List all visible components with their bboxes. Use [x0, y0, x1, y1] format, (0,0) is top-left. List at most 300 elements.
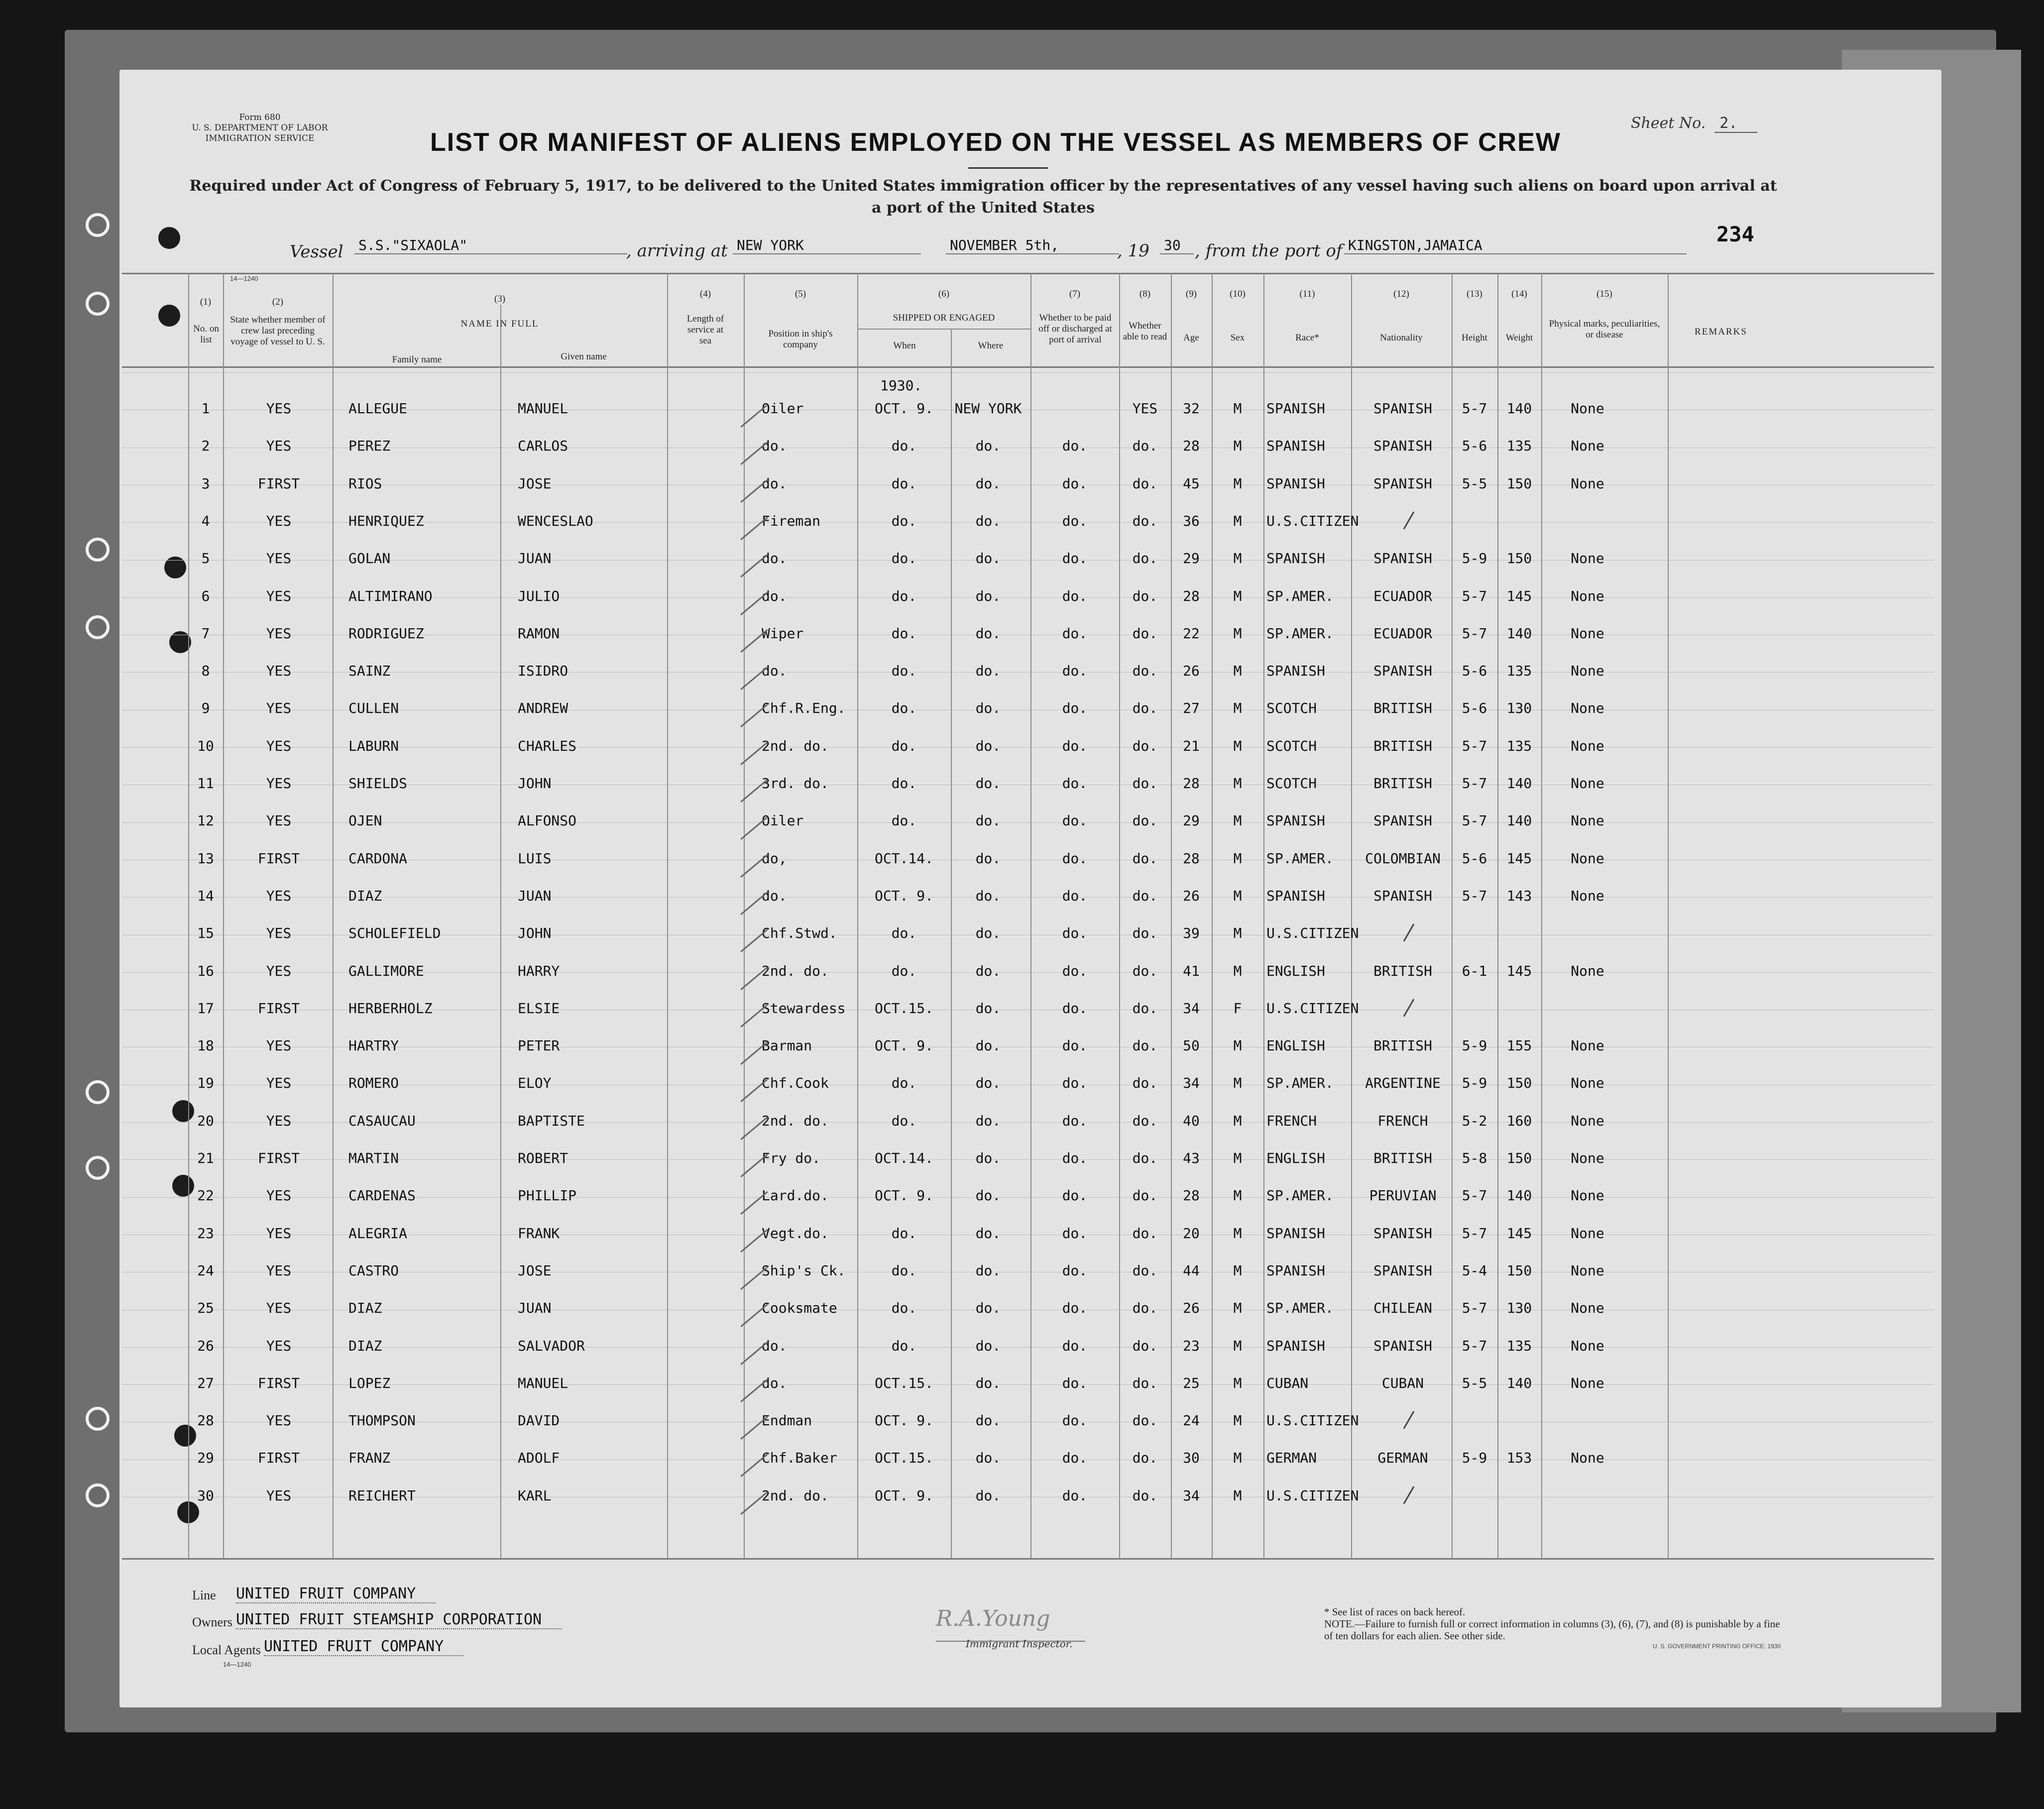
crew-cell-height: 6-1 — [1462, 962, 1487, 979]
crew-cell-prev: YES — [266, 550, 292, 567]
crew-cell-position: Chf.Baker — [762, 1450, 837, 1467]
crew-cell-paid: do. — [1062, 887, 1088, 904]
crew-cell-given: ISIDRO — [518, 663, 568, 679]
crew-cell-prev: YES — [266, 663, 292, 679]
crew-cell-no: 2 — [201, 438, 210, 454]
crew-cell-marks: None — [1571, 737, 1604, 754]
crew-cell-family: ROMERO — [348, 1075, 399, 1092]
crew-cell-sex: M — [1233, 962, 1242, 979]
crew-cell-weight: 135 — [1506, 663, 1532, 679]
col13-header: Height — [1462, 333, 1487, 343]
crew-cell-when: do. — [891, 1225, 917, 1242]
crew-cell-weight: 145 — [1506, 587, 1532, 604]
form-service: IMMIGRATION SERVICE — [205, 133, 315, 143]
crew-cell-family: HERBERHOLZ — [348, 1000, 433, 1017]
col11-number: (11) — [1299, 289, 1315, 299]
crew-cell-when: do. — [891, 700, 917, 717]
crew-cell-prev: FIRST — [257, 1150, 300, 1166]
col13-number: (13) — [1467, 289, 1482, 299]
crew-cell-paid: do. — [1062, 1450, 1088, 1467]
crew-cell-family: DIAZ — [348, 887, 382, 904]
crew-cell-given: FRANK — [518, 1225, 560, 1242]
crew-cell-sex: M — [1233, 1412, 1242, 1429]
crew-cell-paid: do. — [1062, 1412, 1088, 1429]
col1-header: No. on list — [193, 324, 219, 345]
crew-cell-nat: PERUVIAN — [1369, 1187, 1437, 1204]
crew-cell-height: 5-8 — [1462, 1150, 1487, 1166]
crew-cell-marks: None — [1571, 1262, 1604, 1279]
crew-cell-no: 4 — [201, 512, 210, 529]
crew-cell-paid: do. — [1062, 1374, 1088, 1391]
year-prefix: , 19 — [1117, 241, 1149, 261]
line-value: UNITED FRUIT COMPANY — [236, 1585, 436, 1603]
crew-cell-height: 5-6 — [1462, 438, 1487, 454]
crew-cell-sex: M — [1233, 512, 1242, 529]
shipped-year-note: 1930. — [880, 377, 922, 394]
crew-cell-nat: ARGENTINE — [1365, 1075, 1441, 1092]
crew-cell-position: Cooksmate — [762, 1300, 837, 1317]
crew-cell-marks: None — [1571, 812, 1604, 829]
crew-cell-age: 29 — [1183, 812, 1200, 829]
column-rule — [1119, 273, 1120, 1558]
crew-cell-age: 28 — [1183, 438, 1200, 454]
col14-header: Weight — [1505, 333, 1533, 343]
crew-cell-position: 3rd. do. — [762, 775, 829, 791]
column-rule — [1030, 273, 1031, 1558]
crew-cell-marks: None — [1571, 775, 1604, 791]
crew-cell-when: do. — [891, 663, 917, 679]
crew-cell-where: do. — [975, 1225, 1001, 1242]
crew-cell-sex: M — [1233, 1300, 1242, 1317]
crew-cell-given: JOHN — [518, 925, 552, 942]
crew-cell-given: SALVADOR — [518, 1337, 585, 1354]
crew-cell-paid: do. — [1062, 962, 1088, 979]
col2-number: (2) — [272, 297, 284, 307]
crew-cell-sex: M — [1233, 1112, 1242, 1129]
crew-cell-family: FRANZ — [348, 1450, 391, 1467]
col5-number: (5) — [795, 289, 806, 299]
crew-cell-where: do. — [975, 775, 1001, 791]
crew-cell-paid: do. — [1062, 1150, 1088, 1166]
crew-cell-family: CASTRO — [348, 1262, 399, 1279]
crew-cell-family: OJEN — [348, 812, 382, 829]
table-bottom-rule — [122, 1558, 1934, 1560]
crew-cell-when: OCT. 9. — [874, 887, 933, 904]
crew-cell-age: 29 — [1183, 550, 1200, 567]
column-rule — [188, 273, 189, 1558]
crew-cell-prev: YES — [266, 812, 292, 829]
crew-cell-paid: do. — [1062, 1337, 1088, 1354]
crew-cell-where: do. — [975, 887, 1001, 904]
crew-cell-when: OCT.14. — [874, 1150, 933, 1166]
crew-cell-read: do. — [1132, 850, 1158, 867]
crew-cell-no: 29 — [197, 1450, 214, 1467]
crew-cell-position: do. — [762, 587, 787, 604]
crew-cell-weight: 150 — [1506, 475, 1532, 492]
column-rule — [223, 273, 224, 1558]
crew-cell-nat: BRITISH — [1373, 962, 1432, 979]
crew-cell-marks: None — [1571, 887, 1604, 904]
crew-cell-read: do. — [1132, 700, 1158, 717]
crew-cell-given: BAPTISTE — [518, 1112, 585, 1129]
crew-cell-nat: GERMAN — [1377, 1450, 1428, 1467]
crew-cell-nat: BRITISH — [1373, 737, 1432, 754]
crew-cell-race: SCOTCH — [1266, 700, 1317, 717]
crew-cell-race: U.S.CITIZEN — [1266, 512, 1359, 529]
crew-cell-position: 2nd. do. — [762, 1487, 829, 1504]
crew-cell-paid: do. — [1062, 512, 1088, 529]
crew-cell-position: do. — [762, 1374, 787, 1391]
crew-cell-family: DIAZ — [348, 1300, 382, 1317]
crew-cell-weight: 135 — [1506, 438, 1532, 454]
crew-cell-age: 24 — [1183, 1412, 1200, 1429]
crew-cell-given: MANUEL — [518, 400, 568, 417]
crew-cell-prev: YES — [266, 1225, 292, 1242]
crew-cell-race: ENGLISH — [1266, 962, 1326, 979]
crew-cell-marks: None — [1571, 1337, 1604, 1354]
crew-cell-height: 5-7 — [1462, 737, 1487, 754]
crew-cell-given: RAMON — [518, 625, 560, 642]
col2-header: State whether member of crew last preceding voyage of vessel to U. S. — [230, 315, 326, 347]
crew-cell-age: 41 — [1183, 962, 1200, 979]
binder-ring — [86, 1080, 110, 1104]
crew-cell-paid: do. — [1062, 737, 1088, 754]
crew-cell-read: do. — [1132, 1225, 1158, 1242]
column-rule — [857, 273, 858, 1558]
crew-cell-sex: M — [1233, 737, 1242, 754]
crew-cell-nat: SPANISH — [1373, 550, 1432, 567]
crew-cell-sex: M — [1233, 1487, 1242, 1504]
col8-header: Whether able to read — [1123, 321, 1167, 342]
crew-cell-family: MARTIN — [348, 1150, 399, 1166]
crew-cell-where: do. — [975, 625, 1001, 642]
crew-cell-weight: 145 — [1506, 1225, 1532, 1242]
crew-cell-position: Endman — [762, 1412, 812, 1429]
crew-cell-prev: YES — [266, 700, 292, 717]
crew-cell-given: DAVID — [518, 1412, 560, 1429]
col9-number: (9) — [1185, 289, 1197, 299]
title-rule — [968, 167, 1048, 169]
col6-when-header: When — [893, 340, 916, 351]
crew-cell-when: OCT. 9. — [874, 400, 933, 417]
crew-cell-nat: ECUADOR — [1373, 587, 1432, 604]
crew-cell-weight: 140 — [1506, 400, 1532, 417]
crew-cell-no: 13 — [197, 850, 214, 867]
crew-cell-read: do. — [1132, 663, 1158, 679]
crew-cell-family: LOPEZ — [348, 1374, 391, 1391]
crew-cell-paid: do. — [1062, 475, 1088, 492]
crew-cell-sex: M — [1233, 812, 1242, 829]
crew-cell-race: SPANISH — [1266, 887, 1326, 904]
crew-cell-height: 5-7 — [1462, 625, 1487, 642]
crew-cell-nat: BRITISH — [1373, 775, 1432, 791]
crew-cell-where: do. — [975, 850, 1001, 867]
crew-cell-no: 23 — [197, 1225, 214, 1242]
departure-port: KINGSTON,JAMAICA — [1344, 237, 1687, 254]
crew-cell-when: do. — [891, 1337, 917, 1354]
col11-header: Race* — [1295, 333, 1319, 343]
column-rule — [1263, 273, 1264, 1558]
crew-cell-given: JOSE — [518, 475, 552, 492]
crew-cell-age: 50 — [1183, 1037, 1200, 1054]
col4-header: Length of service at sea — [686, 314, 724, 346]
crew-cell-paid: do. — [1062, 1000, 1088, 1017]
crew-cell-read: do. — [1132, 438, 1158, 454]
crew-cell-weight: 160 — [1506, 1112, 1532, 1129]
crew-cell-position: Fireman — [762, 512, 821, 529]
crew-cell-paid: do. — [1062, 812, 1088, 829]
crew-cell-given: LUIS — [518, 850, 552, 867]
crew-cell-given: JUAN — [518, 550, 552, 567]
arrival-year: 30 — [1160, 237, 1194, 254]
crew-cell-where: do. — [975, 925, 1001, 942]
crew-cell-race: FRENCH — [1266, 1112, 1317, 1129]
crew-cell-paid: do. — [1062, 850, 1088, 867]
crew-cell-position: 2nd. do. — [762, 1112, 829, 1129]
page-stamp-number: 234 — [1716, 222, 1754, 246]
crew-cell-position: Oiler — [762, 812, 804, 829]
crew-cell-when: do. — [891, 1300, 917, 1317]
crew-cell-family: SCHOLEFIELD — [348, 925, 441, 942]
crew-cell-weight: 150 — [1506, 1150, 1532, 1166]
crew-cell-read: do. — [1132, 1075, 1158, 1092]
crew-cell-given: ELOY — [518, 1075, 552, 1092]
crew-cell-no: 25 — [197, 1300, 214, 1317]
crew-cell-sex: M — [1233, 887, 1242, 904]
crew-cell-family: DIAZ — [348, 1337, 382, 1354]
col1-number: (1) — [200, 297, 212, 307]
crew-cell-nat: BRITISH — [1373, 1037, 1432, 1054]
crew-cell-age: 21 — [1183, 737, 1200, 754]
col10-number: (10) — [1230, 289, 1246, 299]
crew-cell-prev: YES — [266, 1075, 292, 1092]
crew-cell-age: 26 — [1183, 1300, 1200, 1317]
crew-cell-no: 20 — [197, 1112, 214, 1129]
crew-cell-height: 5-9 — [1462, 1075, 1487, 1092]
crew-cell-height: 5-6 — [1462, 850, 1487, 867]
crew-cell-sex: M — [1233, 1374, 1242, 1391]
crew-cell-race: SPANISH — [1266, 812, 1326, 829]
crew-cell-family: SHIELDS — [348, 775, 408, 791]
page-subtitle: Required under Act of Congress of February 5, 1917, to be delivered to the United States immigration officer by the representatives of any vessel having such aliens on board upon arrival at a port of the United States — [189, 177, 1777, 217]
table-header-rule — [122, 366, 1934, 368]
crew-cell-weight: 150 — [1506, 550, 1532, 567]
column-rule — [1171, 273, 1172, 1558]
crew-cell-given: WENCESLAO — [518, 512, 593, 529]
crew-cell-height: 5-7 — [1462, 887, 1487, 904]
binder-ring — [86, 538, 110, 562]
crew-cell-sex: M — [1233, 663, 1242, 679]
crew-cell-race: SP.AMER. — [1266, 587, 1334, 604]
crew-cell-age: 34 — [1183, 1000, 1200, 1017]
crew-cell-paid: do. — [1062, 1112, 1088, 1129]
crew-cell-no: 11 — [197, 775, 214, 791]
crew-cell-family: ALEGRIA — [348, 1225, 408, 1242]
crew-cell-prev: YES — [266, 400, 292, 417]
crew-cell-sex: M — [1233, 1450, 1242, 1467]
crew-cell-when: do. — [891, 1075, 917, 1092]
crew-cell-age: 34 — [1183, 1487, 1200, 1504]
row-guide-line — [122, 372, 1934, 373]
crew-cell-given: ALFONSO — [518, 812, 577, 829]
crew-cell-prev: YES — [266, 512, 292, 529]
crew-cell-position: Chf.Stwd. — [762, 925, 837, 942]
crew-cell-family: RODRIGUEZ — [348, 625, 424, 642]
crew-cell-height: 5-7 — [1462, 812, 1487, 829]
crew-cell-when: do. — [891, 775, 917, 791]
crew-cell-height: 5-5 — [1462, 475, 1487, 492]
crew-cell-given: JUAN — [518, 887, 552, 904]
col6-number: (6) — [938, 289, 950, 299]
crew-cell-sex: M — [1233, 850, 1242, 867]
binder-ring — [86, 1156, 110, 1180]
crew-cell-prev: YES — [266, 1337, 292, 1354]
column-rule — [1212, 273, 1213, 1558]
crew-cell-prev: YES — [266, 962, 292, 979]
crew-cell-where: do. — [975, 1300, 1001, 1317]
crew-cell-age: 23 — [1183, 1337, 1200, 1354]
crew-cell-no: 5 — [201, 550, 210, 567]
crew-cell-read: do. — [1132, 887, 1158, 904]
crew-cell-prev: YES — [266, 1037, 292, 1054]
vessel-name: S.S."SIXAOLA" — [354, 237, 627, 254]
crew-cell-sex: M — [1233, 925, 1242, 942]
crew-cell-age: 32 — [1183, 400, 1200, 417]
crew-cell-where: do. — [975, 663, 1001, 679]
crew-cell-nat: SPANISH — [1373, 1337, 1432, 1354]
crew-cell-no: 17 — [197, 1000, 214, 1017]
col14-number: (14) — [1511, 289, 1527, 299]
binder-ring — [86, 1483, 110, 1507]
crew-cell-sex: M — [1233, 700, 1242, 717]
owners-label: Owners — [192, 1615, 232, 1629]
crew-cell-marks: None — [1571, 1075, 1604, 1092]
crew-cell-given: JOSE — [518, 1262, 552, 1279]
crew-cell-sex: M — [1233, 550, 1242, 567]
crew-cell-nat: SPANISH — [1373, 663, 1432, 679]
crew-cell-no: 30 — [197, 1487, 214, 1504]
page-title: LIST OR MANIFEST OF ALIENS EMPLOYED ON THE VESSEL AS MEMBERS OF CREW — [430, 128, 1561, 157]
crew-cell-prev: FIRST — [257, 1374, 300, 1391]
column-rule — [1452, 273, 1453, 1558]
crew-cell-read: do. — [1132, 1412, 1158, 1429]
crew-cell-when: do. — [891, 550, 917, 567]
crew-cell-prev: FIRST — [257, 850, 300, 867]
crew-cell-weight: 153 — [1506, 1450, 1532, 1467]
crew-cell-paid: do. — [1062, 1487, 1088, 1504]
crew-cell-race: SP.AMER. — [1266, 625, 1334, 642]
table-top-rule — [122, 273, 1934, 274]
crew-cell-position: Barman — [762, 1037, 812, 1054]
crew-cell-paid: do. — [1062, 1262, 1088, 1279]
column-rule — [1541, 273, 1542, 1558]
crew-cell-no: 21 — [197, 1150, 214, 1166]
crew-cell-race: ENGLISH — [1266, 1037, 1326, 1054]
crew-cell-sex: M — [1233, 1225, 1242, 1242]
crew-cell-age: 34 — [1183, 1075, 1200, 1092]
col12-header: Nationality — [1380, 333, 1423, 343]
crew-cell-paid: do. — [1062, 550, 1088, 567]
from-port-label: , from the port of — [1195, 241, 1343, 261]
crew-cell-marks: None — [1571, 1450, 1604, 1467]
crew-cell-position: do, — [762, 850, 787, 867]
crew-cell-height: 5-9 — [1462, 1450, 1487, 1467]
crew-cell-prev: YES — [266, 1300, 292, 1317]
crew-cell-where: do. — [975, 1412, 1001, 1429]
crew-cell-read: YES — [1132, 400, 1158, 417]
crew-cell-read: do. — [1132, 587, 1158, 604]
crew-cell-read: do. — [1132, 550, 1158, 567]
crew-cell-position: do. — [762, 550, 787, 567]
shipped-subheader-rule — [857, 329, 1030, 330]
col9-header: Age — [1183, 333, 1199, 343]
crew-cell-height: 5-9 — [1462, 550, 1487, 567]
crew-cell-race: U.S.CITIZEN — [1266, 1487, 1359, 1504]
races-note: * See list of races on back hereof. — [1324, 1606, 1466, 1618]
crew-cell-nat: BRITISH — [1373, 700, 1432, 717]
crew-cell-height: 5-7 — [1462, 1225, 1487, 1242]
crew-cell-where: do. — [975, 1112, 1001, 1129]
crew-cell-age: 36 — [1183, 512, 1200, 529]
crew-cell-sex: M — [1233, 1337, 1242, 1354]
col10-header: Sex — [1230, 333, 1245, 343]
form-code-top: 14—1240 — [230, 275, 258, 282]
crew-cell-nat: SPANISH — [1373, 1225, 1432, 1242]
crew-cell-nat: COLOMBIAN — [1365, 850, 1441, 867]
crew-cell-paid: do. — [1062, 625, 1088, 642]
crew-cell-family: THOMPSON — [348, 1412, 416, 1429]
crew-cell-nat: SPANISH — [1373, 438, 1432, 454]
crew-cell-given: HARRY — [518, 962, 560, 979]
crew-cell-position: do. — [762, 663, 787, 679]
crew-cell-read: do. — [1132, 737, 1158, 754]
crew-cell-read: do. — [1132, 1000, 1158, 1017]
crew-cell-age: 39 — [1183, 925, 1200, 942]
crew-cell-when: do. — [891, 962, 917, 979]
col15-header: Physical marks, peculiarities, or disease — [1549, 319, 1660, 340]
crew-cell-read: do. — [1132, 1487, 1158, 1504]
crew-cell-prev: FIRST — [257, 1450, 300, 1467]
crew-cell-given: CARLOS — [518, 438, 568, 454]
crew-cell-weight: 135 — [1506, 737, 1532, 754]
crew-cell-when: do. — [891, 1112, 917, 1129]
crew-cell-family: CARDENAS — [348, 1187, 416, 1204]
crew-cell-when: do. — [891, 475, 917, 492]
crew-cell-race: SP.AMER. — [1266, 1075, 1334, 1092]
crew-cell-race: SPANISH — [1266, 1225, 1326, 1242]
crew-cell-marks: None — [1571, 475, 1604, 492]
crew-cell-prev: YES — [266, 887, 292, 904]
crew-cell-race: SPANISH — [1266, 475, 1326, 492]
crew-cell-marks: None — [1571, 663, 1604, 679]
crew-cell-race: ENGLISH — [1266, 1150, 1326, 1166]
crew-cell-family: GALLIMORE — [348, 962, 424, 979]
crew-cell-race: U.S.CITIZEN — [1266, 925, 1359, 942]
printing-office-imprint: U. S. GOVERNMENT PRINTING OFFICE: 1930 — [1653, 1643, 1781, 1650]
crew-cell-when: do. — [891, 737, 917, 754]
crew-cell-read: do. — [1132, 1150, 1158, 1166]
crew-cell-where: do. — [975, 587, 1001, 604]
crew-cell-given: ADOLF — [518, 1450, 560, 1467]
crew-cell-position: do. — [762, 1337, 787, 1354]
crew-cell-race: SP.AMER. — [1266, 1300, 1334, 1317]
crew-cell-position: Stewardess — [762, 1000, 846, 1017]
crew-cell-position: 2nd. do. — [762, 737, 829, 754]
crew-cell-when: do. — [891, 438, 917, 454]
crew-cell-marks: None — [1571, 962, 1604, 979]
crew-cell-family: ALLEGUE — [348, 400, 408, 417]
crew-cell-age: 22 — [1183, 625, 1200, 642]
